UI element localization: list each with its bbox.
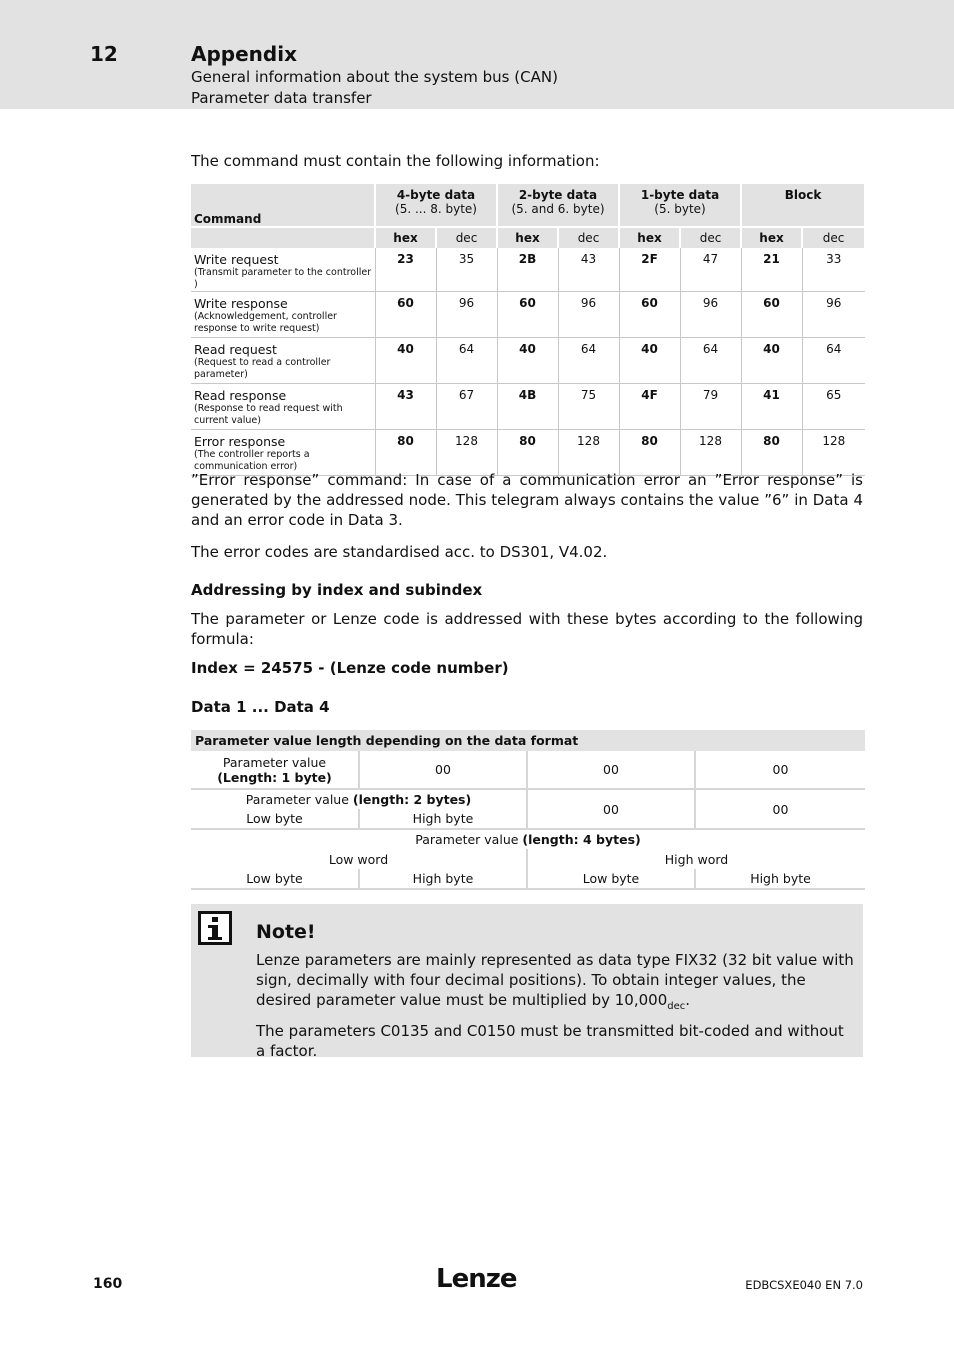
low-byte-label: Low byte	[191, 869, 359, 889]
hex-value-cell: 80	[375, 430, 436, 476]
command-cell: Error response (The controller reports a communication error)	[191, 430, 375, 476]
addressing-paragraph: The parameter or Lenze code is addressed with these bytes according to the following formula:	[191, 610, 863, 648]
pv-2byte-value: 00	[527, 789, 695, 829]
data-heading: Data 1 ... Data 4	[191, 698, 330, 716]
command-table	[191, 184, 866, 476]
note-title: Note!	[256, 921, 316, 943]
hex-value-cell: 40	[619, 338, 680, 384]
intro-text: The command must contain the following information:	[191, 152, 600, 170]
dec-value-cell: 64	[802, 338, 865, 384]
dec-value-cell: 96	[558, 292, 619, 338]
dec-value-cell: 43	[558, 248, 619, 292]
table-row	[191, 384, 865, 430]
pv-1byte-value: 00	[695, 751, 865, 789]
header-subtitle-1: General information about the system bus (CAN)	[191, 68, 558, 86]
dec-value-cell: 128	[558, 430, 619, 476]
dec-header: dec	[680, 227, 741, 248]
header-band	[0, 0, 954, 109]
hex-value-cell: 4F	[619, 384, 680, 430]
command-table-subheader	[191, 227, 865, 248]
hex-value-cell: 43	[375, 384, 436, 430]
hex-value-cell: 41	[741, 384, 802, 430]
command-cell: Read response (Response to read request with current value)	[191, 384, 375, 430]
command-cell: Write response (Acknowledgement, controller response to write request)	[191, 292, 375, 338]
page-number: 160	[93, 1276, 123, 1292]
hex-header: hex	[619, 227, 680, 248]
dec-value-cell: 47	[680, 248, 741, 292]
header-subtitle-2: Parameter data transfer	[191, 89, 372, 107]
dec-value-cell: 79	[680, 384, 741, 430]
hex-value-cell: 80	[497, 430, 558, 476]
hex-header: hex	[497, 227, 558, 248]
group-header-4byte: 4-byte data (5. ... 8. byte)	[375, 184, 497, 227]
index-formula: Index = 24575 - (Lenze code number)	[191, 659, 509, 677]
chapter-title: Appendix	[191, 42, 297, 66]
hex-value-cell: 4B	[497, 384, 558, 430]
pv-2byte-label: Parameter value (length: 2 bytes)	[191, 789, 527, 809]
pv-1byte-value: 00	[527, 751, 695, 789]
hex-header: hex	[375, 227, 436, 248]
high-byte-label: High byte	[359, 809, 527, 829]
dec-value-cell: 75	[558, 384, 619, 430]
lenze-logo: Lenze	[436, 1264, 517, 1294]
dec-value-cell: 65	[802, 384, 865, 430]
hex-value-cell: 60	[375, 292, 436, 338]
pv-1byte-label: Parameter value (Length: 1 byte)	[191, 751, 359, 789]
pv-table-header: Parameter value length depending on the data format	[191, 730, 865, 751]
dec-value-cell: 33	[802, 248, 865, 292]
pv-2byte-value: 00	[695, 789, 865, 829]
low-word-label: Low word	[191, 849, 527, 869]
dec-value-cell: 128	[680, 430, 741, 476]
dec-value-cell: 128	[436, 430, 497, 476]
dec-value-cell: 64	[680, 338, 741, 384]
table-row	[191, 292, 865, 338]
note-paragraph-2: The parameters C0135 and C0150 must be transmitted bit-coded and without a factor.	[256, 1022, 844, 1060]
addressing-heading: Addressing by index and subindex	[191, 581, 483, 599]
dec-value-cell: 96	[802, 292, 865, 338]
document-id: EDBCSXE040 EN 7.0	[745, 1278, 863, 1292]
dec-value-cell: 64	[558, 338, 619, 384]
table-row	[191, 338, 865, 384]
dec-value-cell: 128	[802, 430, 865, 476]
command-table-group-header	[191, 184, 865, 227]
dec-header: dec	[436, 227, 497, 248]
note-text	[256, 950, 854, 1065]
dec-header: dec	[802, 227, 865, 248]
hex-value-cell: 60	[741, 292, 802, 338]
chapter-number: 12	[90, 42, 118, 66]
high-word-label: High word	[664, 851, 729, 867]
parameter-value-table	[191, 730, 865, 890]
hex-value-cell: 80	[741, 430, 802, 476]
hex-value-cell: 60	[497, 292, 558, 338]
hex-value-cell: 40	[741, 338, 802, 384]
error-codes-paragraph: The error codes are standardised acc. to DS301, V4.02.	[191, 543, 608, 561]
high-byte-label: High byte	[695, 869, 865, 889]
hex-value-cell: 40	[375, 338, 436, 384]
table-row	[191, 430, 865, 476]
group-header-2byte: 2-byte data (5. and 6. byte)	[497, 184, 619, 227]
note-box	[191, 904, 863, 1060]
pv-4byte-label: Parameter value (length: 4 bytes)	[415, 832, 641, 847]
group-header-1byte: 1-byte data (5. byte)	[619, 184, 741, 227]
dec-header: dec	[558, 227, 619, 248]
error-response-paragraph: ”Error response” command: In case of a communication error an ”Error response” is generated by the addressed node. This telegram always contains the value ”6” in Data 4 and an error code in Data 3.	[191, 471, 863, 529]
hex-value-cell: 40	[497, 338, 558, 384]
hex-value-cell: 2F	[619, 248, 680, 292]
low-byte-label: Low byte	[191, 809, 359, 829]
info-icon	[198, 911, 232, 945]
dec-value-cell: 67	[436, 384, 497, 430]
group-header-block: Block	[741, 184, 865, 227]
hex-value-cell: 21	[741, 248, 802, 292]
command-cell: Write request (Transmit parameter to the controller )	[191, 248, 375, 292]
high-byte-label: High byte	[359, 869, 527, 889]
hex-value-cell: 2B	[497, 248, 558, 292]
dec-value-cell: 35	[436, 248, 497, 292]
dec-value-cell: 96	[436, 292, 497, 338]
pv-1byte-value: 00	[359, 751, 527, 789]
hex-value-cell: 80	[619, 430, 680, 476]
dec-value-cell: 64	[436, 338, 497, 384]
dec-value-cell: 96	[680, 292, 741, 338]
command-cell: Read request (Request to read a controller parameter)	[191, 338, 375, 384]
hex-value-cell: 23	[375, 248, 436, 292]
hex-header: hex	[741, 227, 802, 248]
command-column-header: Command	[191, 184, 375, 227]
hex-value-cell: 60	[619, 292, 680, 338]
note-paragraph-1: Lenze parameters are mainly represented as data type FIX32 (32 bit value with sign, decimally with four decimal positions). To obtain integer values, the desired parameter value must be multiplied by $10,000_{dec}$.	[256, 951, 854, 1012]
table-row	[191, 248, 865, 292]
low-byte-label: Low byte	[527, 869, 695, 889]
